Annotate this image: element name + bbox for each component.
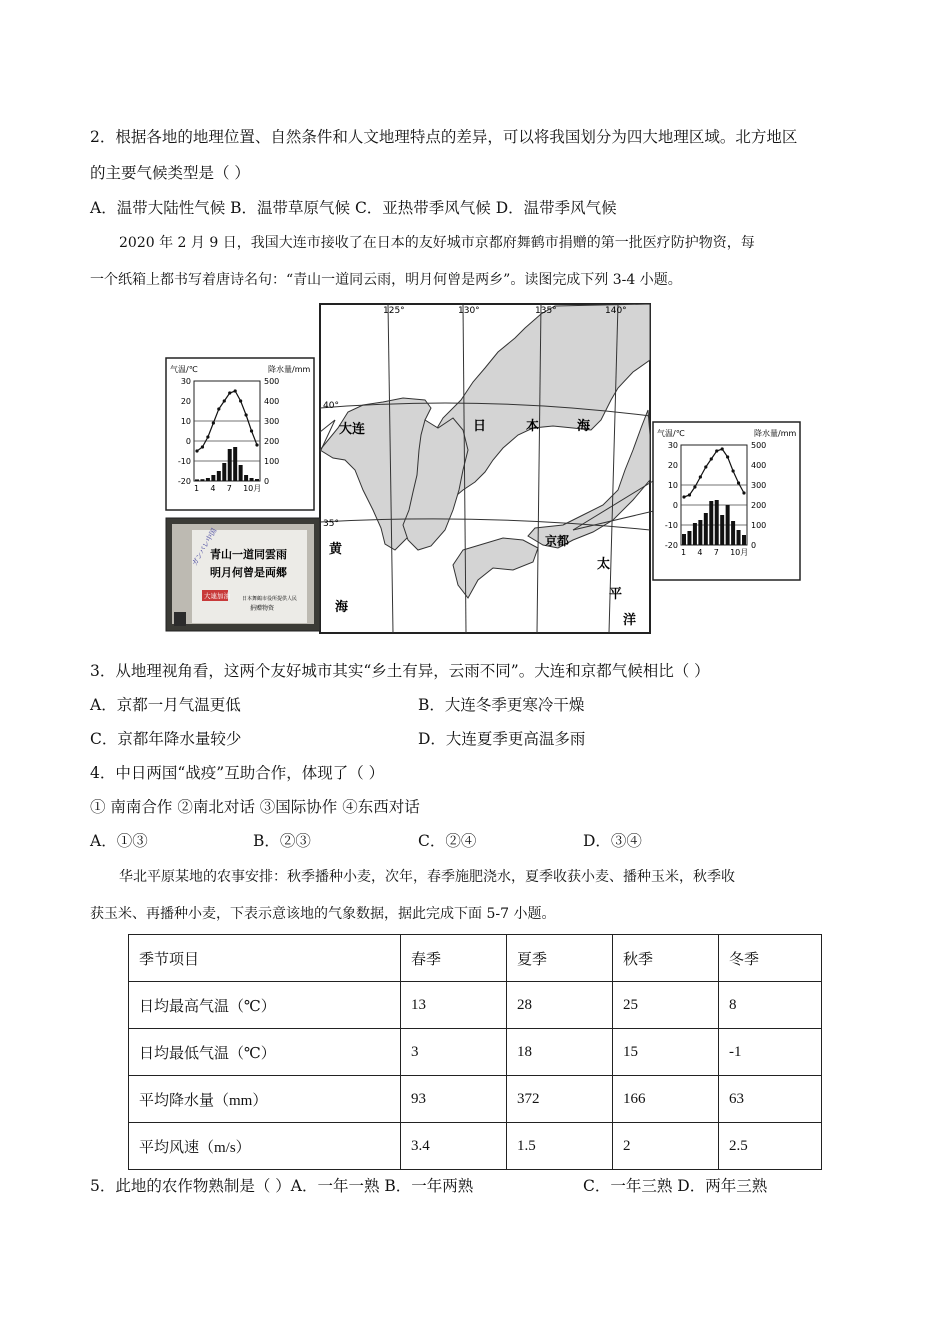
q2-stem-line2: 的主要气候类型是（ ）: [90, 164, 250, 182]
temperature-point: [715, 449, 718, 452]
month-tick-label: 10月: [243, 484, 262, 493]
q2-options: A．温带大陆性气候 B．温带草原气候 C．亚热带季风气候 D．温带季风气候: [90, 199, 617, 217]
lon-label-135: 135°: [535, 306, 557, 316]
photo-small-text-1: 日本舞鶴市役所提供人民: [242, 596, 298, 602]
kyoto-climate-chart: [653, 422, 800, 580]
precip-bar: [704, 513, 708, 545]
precip-bar: [206, 478, 210, 481]
table-header-row: [129, 935, 822, 982]
precip-bar: [195, 479, 199, 481]
label-pacific-1: 太: [597, 557, 611, 572]
table-header-cell: 季节项目: [129, 935, 401, 982]
intro-3-4-line2: 一个纸箱上都书写着唐诗名句：“青山一道同云雨，明月何曾是两乡”。读图完成下列 3-4 小题。: [90, 272, 682, 288]
label-dalian: 大连: [339, 422, 366, 437]
temp-tick-label: -10: [177, 457, 191, 466]
table-cell: 25: [613, 982, 719, 1029]
precip-tick-label: 300: [264, 417, 280, 426]
temperature-point: [742, 491, 745, 494]
intro-5-7-line2: 获玉米、再播种小麦，下表示意该地的气象数据，据此完成下面 5-7 小题。: [90, 906, 556, 922]
temperature-point: [731, 469, 734, 472]
temperature-point: [195, 449, 198, 452]
precip-tick-label: 300: [751, 481, 767, 490]
precip-bar: [742, 535, 746, 545]
precip-bar: [222, 463, 226, 481]
precip-bar: [228, 449, 232, 481]
precip-tick-label: 400: [751, 461, 767, 470]
temperature-point: [688, 493, 691, 496]
temperature-point: [212, 421, 215, 424]
map-figure-svg: [163, 300, 803, 638]
label-kyoto: 京都: [545, 534, 570, 548]
table-cell: 8: [719, 982, 822, 1029]
precip-bar: [217, 471, 221, 481]
temperature-point: [201, 445, 204, 448]
temp-tick-label: 30: [180, 377, 191, 386]
label-pacific-2: 平: [609, 587, 623, 602]
table-cell: -1: [719, 1029, 822, 1076]
precip-bar: [687, 531, 691, 545]
precip-tick-label: 200: [751, 501, 767, 510]
lat-label-40: 40°: [323, 401, 339, 411]
table-cell: 日均最低气温（℃）: [129, 1029, 401, 1076]
photo-poem-line2: 明月何曾是両郷: [210, 566, 287, 579]
lat-label-35: 35°: [323, 519, 339, 529]
kyoto-temp-axis-title: 气温/℃: [657, 429, 685, 438]
table-cell: 15: [613, 1029, 719, 1076]
photo-poem-line1: 青山一道同雲雨: [210, 548, 287, 561]
precip-tick-label: 100: [264, 457, 280, 466]
table-cell: 1.5: [507, 1123, 613, 1170]
q3-option-d: D．大连夏季更高温多雨: [418, 730, 586, 748]
precip-bar: [244, 475, 248, 481]
box-photo: [166, 518, 320, 631]
q5-options-cd: C．一年三熟 D．两年三熟: [583, 1177, 768, 1195]
intro-5-7-line1: 华北平原某地的农事安排：秋季播种小麦，次年，春季施肥浇水，夏季收获小麦、播种玉米，秋季收: [119, 869, 735, 885]
photo-side-text: ガンバレ中国: [190, 527, 219, 567]
temperature-point: [726, 455, 729, 458]
temp-tick-label: -20: [664, 541, 678, 550]
temperature-point: [244, 413, 247, 416]
photo-red-label-text: 大連加油: [204, 592, 230, 600]
table-row: [129, 982, 822, 1029]
temperature-point: [206, 435, 209, 438]
precip-bar: [200, 479, 204, 481]
intro-3-4-line1: 2020 年 2 月 9 日，我国大连市接收了在日本的友好城市京都府舞鹤市捐赠的第一批医疗防护物资，每: [119, 235, 755, 251]
temperature-point: [223, 399, 226, 402]
month-tick-label: 4: [210, 484, 216, 493]
table-header-cell: 冬季: [719, 935, 822, 982]
q4-option-c: C．②④: [418, 832, 477, 850]
table-row: [129, 1123, 822, 1170]
table-header-cell: 春季: [401, 935, 507, 982]
q3-option-b: B．大连冬季更寒冷干燥: [418, 696, 585, 714]
q4-option-b: B．②③: [253, 832, 311, 850]
lon-label-130: 130°: [458, 306, 480, 316]
table-header-cell: 夏季: [507, 935, 613, 982]
precip-tick-label: 200: [264, 437, 280, 446]
precip-bar: [682, 534, 686, 545]
table-cell: 平均降水量（mm）: [129, 1076, 401, 1123]
precip-tick-label: 0: [751, 541, 757, 550]
lon-label-140: 140°: [605, 306, 627, 316]
temperature-point: [737, 481, 740, 484]
temperature-point: [721, 447, 724, 450]
precip-bar: [715, 500, 719, 545]
q5-stem: 5．此地的农作物熟制是（ ）A．一年一熟 B．一年两熟: [90, 1177, 474, 1195]
label-sea-japan-3: 海: [577, 419, 591, 434]
precip-tick-label: 0: [264, 477, 270, 486]
precip-bar: [709, 501, 713, 545]
table-cell: 3.4: [401, 1123, 507, 1170]
label-pacific-3: 洋: [623, 613, 637, 628]
temp-tick-label: 20: [667, 461, 678, 470]
precip-bar: [726, 505, 730, 545]
q4-items: ① 南南合作 ②南北对话 ③国际协作 ④东西对话: [90, 798, 420, 816]
precip-tick-label: 400: [264, 397, 280, 406]
temperature-point: [217, 407, 220, 410]
table-row: [129, 1076, 822, 1123]
q4-option-a: A．①③: [90, 832, 148, 850]
photo-small-text-2: 捐赠物资: [250, 605, 275, 612]
month-tick-label: 1: [194, 484, 200, 493]
temperature-point: [250, 429, 253, 432]
temperature-point: [699, 475, 702, 478]
table-cell: 18: [507, 1029, 613, 1076]
table-cell: 平均风速（m/s）: [129, 1123, 401, 1170]
weather-table: [128, 934, 822, 1170]
temp-tick-label: 10: [667, 481, 678, 490]
precip-bar: [720, 515, 724, 545]
temp-tick-label: 0: [672, 501, 678, 510]
table-cell: 2: [613, 1123, 719, 1170]
precip-bar: [737, 530, 741, 545]
q3-stem: 3．从地理视角看，这两个友好城市其实“乡土有异，云雨不同”。大连和京都气候相比（ ）: [90, 662, 710, 680]
q2-stem-line1: 2．根据各地的地理位置、自然条件和人文地理特点的差异，可以将我国划分为四大地理区域。北方地区: [90, 128, 798, 146]
table-cell: 13: [401, 982, 507, 1029]
precip-bar: [698, 520, 702, 545]
label-sea-japan-1: 日: [473, 419, 487, 434]
precip-tick-label: 500: [751, 441, 767, 450]
map-figure: [163, 300, 803, 638]
label-yellow-sea-1: 黄: [329, 542, 343, 557]
temperature-point: [234, 389, 237, 392]
temp-tick-label: -10: [664, 521, 678, 530]
precip-bar: [731, 521, 735, 545]
dalian-climate-chart: [166, 358, 314, 510]
q4-stem: 4．中日两国“战疫”互助合作，体现了（ ）: [90, 764, 385, 782]
q4-option-d: D．③④: [583, 832, 642, 850]
dalian-precip-axis-title: 降水量/mm: [268, 365, 311, 374]
precip-tick-label: 500: [264, 377, 280, 386]
lon-label-125: 125°: [383, 306, 405, 316]
temp-tick-label: 30: [667, 441, 678, 450]
table-cell: 93: [401, 1076, 507, 1123]
month-tick-label: 7: [713, 548, 719, 557]
q3-option-c: C．京都年降水量较少: [90, 730, 242, 748]
table-cell: 2.5: [719, 1123, 822, 1170]
month-tick-label: 10月: [730, 548, 749, 557]
temp-tick-label: 10: [180, 417, 191, 426]
precip-bar: [233, 447, 237, 481]
temp-tick-label: -20: [177, 477, 191, 486]
temperature-point: [693, 485, 696, 488]
month-tick-label: 4: [697, 548, 703, 557]
temperature-point: [704, 465, 707, 468]
table-cell: 28: [507, 982, 613, 1029]
table-cell: 日均最高气温（℃）: [129, 982, 401, 1029]
temperature-point: [228, 391, 231, 394]
label-sea-japan-2: 本: [526, 419, 540, 434]
temp-tick-label: 0: [185, 437, 191, 446]
table-row: [129, 1029, 822, 1076]
kyoto-precip-axis-title: 降水量/mm: [754, 429, 797, 438]
table-cell: 166: [613, 1076, 719, 1123]
temperature-point: [682, 495, 685, 498]
precip-bar: [255, 479, 259, 481]
precip-bar: [211, 475, 215, 481]
precip-bar: [250, 478, 254, 481]
table-cell: 3: [401, 1029, 507, 1076]
table-cell: 63: [719, 1076, 822, 1123]
temperature-point: [710, 457, 713, 460]
label-yellow-sea-2: 海: [335, 600, 349, 615]
month-tick-label: 1: [681, 548, 687, 557]
temp-tick-label: 20: [180, 397, 191, 406]
q3-option-a: A．京都一月气温更低: [90, 696, 241, 714]
table-cell: 372: [507, 1076, 613, 1123]
temperature-point: [255, 443, 258, 446]
dalian-temp-axis-title: 气温/℃: [170, 365, 198, 374]
month-tick-label: 7: [226, 484, 232, 493]
temperature-point: [239, 399, 242, 402]
precip-tick-label: 100: [751, 521, 767, 530]
table-header-cell: 秋季: [613, 935, 719, 982]
precip-bar: [239, 465, 243, 481]
precip-bar: [693, 523, 697, 545]
